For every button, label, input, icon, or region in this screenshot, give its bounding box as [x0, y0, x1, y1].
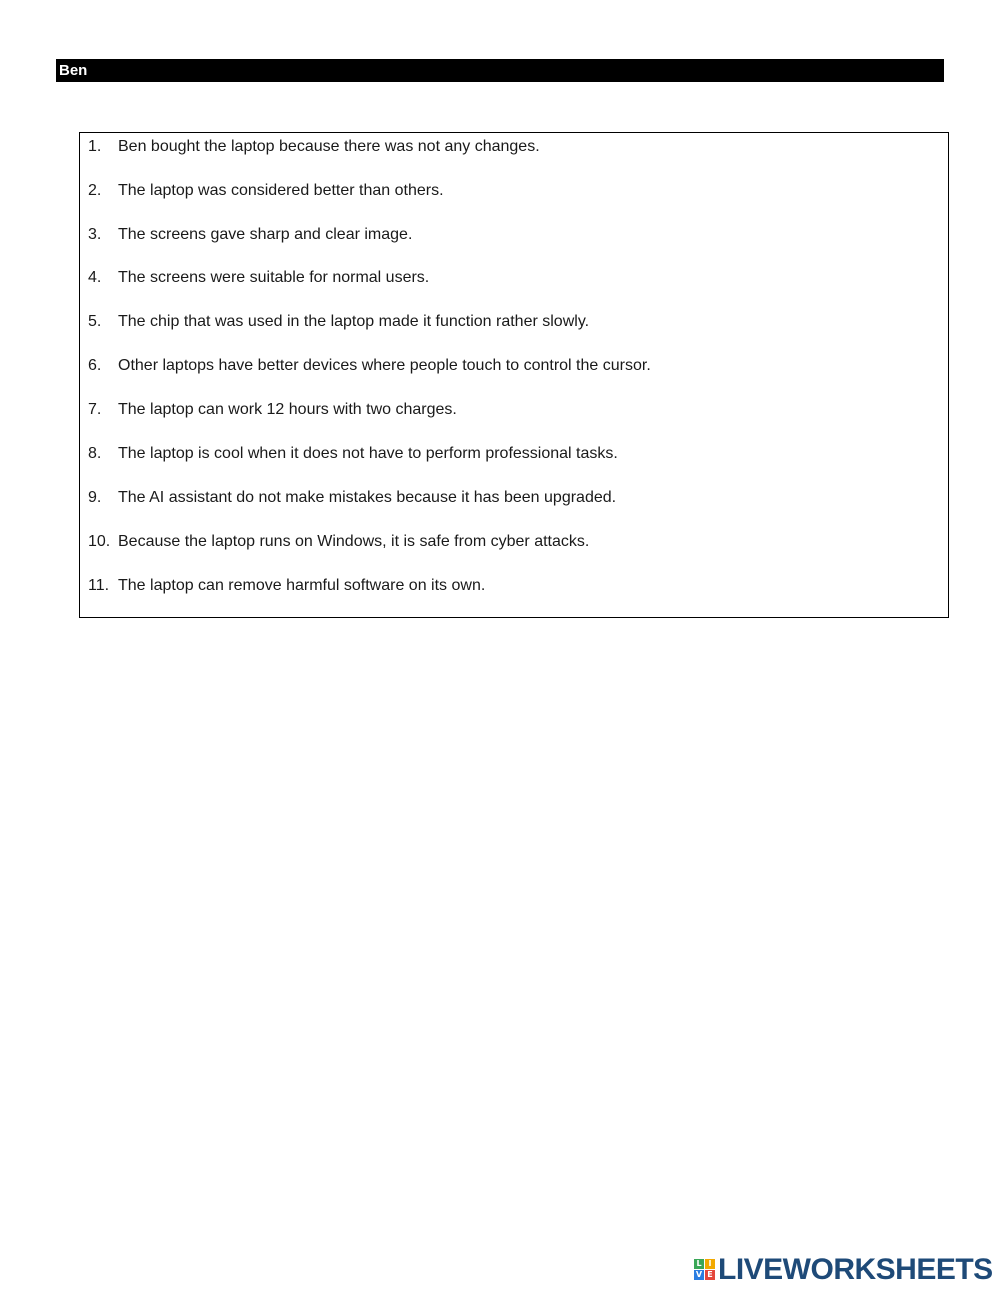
statement-number: 1.	[88, 138, 102, 155]
statement-text: The laptop was considered better than others.	[118, 182, 444, 199]
header-title: Ben	[59, 62, 88, 79]
statement-text: The laptop is cool when it does not have to perform professional tasks.	[118, 445, 618, 462]
statement-item	[80, 488, 940, 508]
header-bar	[56, 59, 944, 82]
statement-text: The laptop can work 12 hours with two charges.	[118, 401, 457, 418]
statement-text: Other laptops have better devices where people touch to control the cursor.	[118, 357, 651, 374]
statement-item	[80, 268, 940, 288]
statement-number: 5.	[88, 313, 102, 330]
logo-tile: L	[694, 1259, 704, 1269]
statement-item	[80, 181, 940, 201]
statement-number: 3.	[88, 226, 102, 243]
statement-item	[80, 356, 940, 376]
statement-number: 2.	[88, 182, 102, 199]
logo-tile: V	[695, 1270, 703, 1279]
statement-text: Ben bought the laptop because there was not any changes.	[118, 138, 540, 155]
statement-item	[80, 137, 940, 157]
statement-number: 10.	[88, 533, 111, 550]
statement-item	[80, 312, 940, 332]
statement-text: The screens were suitable for normal users.	[118, 269, 430, 286]
statement-number: 11.	[88, 577, 110, 594]
statement-number: 9.	[88, 489, 102, 506]
logo-text: LIVEWORKSHEETS	[718, 1253, 993, 1286]
statements-box	[79, 132, 949, 618]
liveworksheets-logo	[694, 1253, 993, 1286]
statement-number: 7.	[88, 401, 102, 418]
statement-item	[80, 444, 940, 464]
statement-text: The chip that was used in the laptop made it function rather slowly.	[118, 313, 590, 330]
statement-number: 4.	[88, 269, 102, 286]
statement-item	[80, 225, 940, 245]
statement-text: The AI assistant do not make mistakes because it has been upgraded.	[118, 489, 617, 506]
logo-mark-icon	[694, 1259, 716, 1281]
statement-item	[80, 532, 940, 552]
logo-tile: I	[705, 1259, 715, 1269]
statement-number: 8.	[88, 445, 102, 462]
statement-item	[80, 576, 940, 596]
statement-text: The screens gave sharp and clear image.	[118, 226, 413, 243]
logo-tile: E	[705, 1270, 715, 1280]
statement-text: Because the laptop runs on Windows, it is safe from cyber attacks.	[118, 533, 590, 550]
statement-number: 6.	[88, 357, 102, 374]
statement-item	[80, 400, 940, 420]
statement-text: The laptop can remove harmful software on its own.	[118, 577, 486, 594]
